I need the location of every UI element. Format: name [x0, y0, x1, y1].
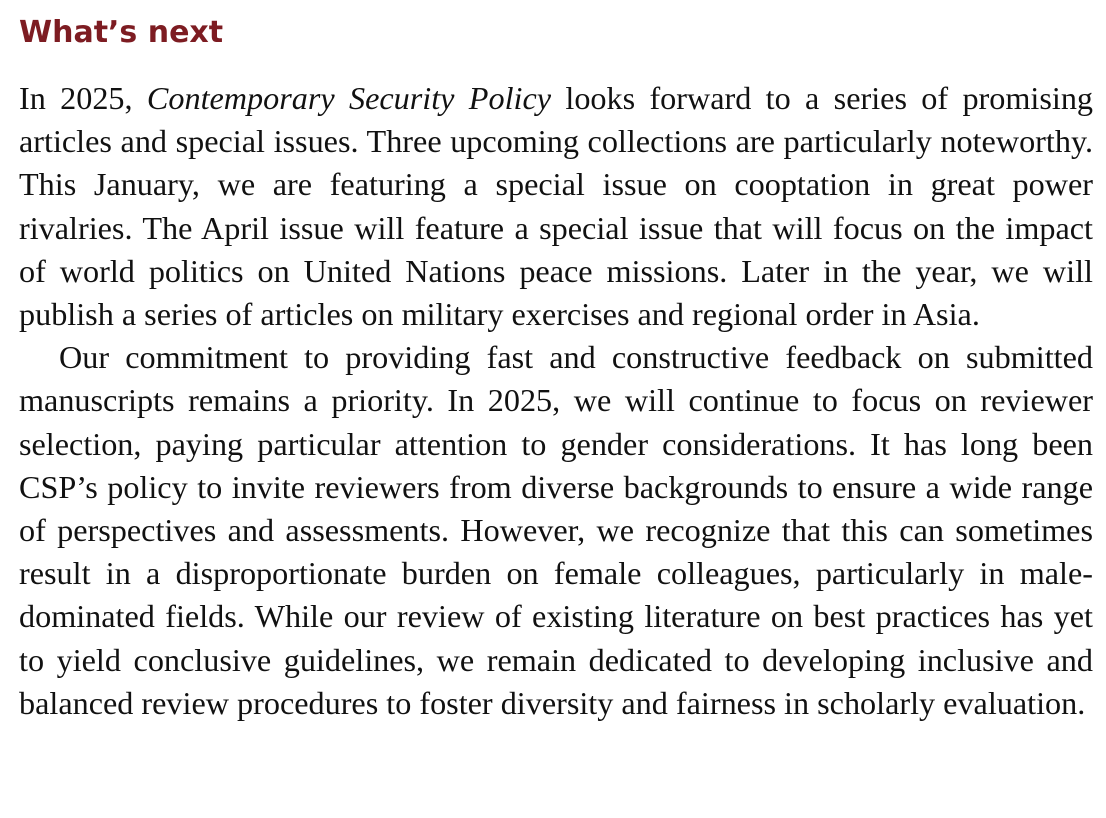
- paragraph-1-rest-text: looks forward to a series of promising articles and special issues. Three upcoming collections are particularly noteworthy. This January, we are featuring a special issue on cooptation in great power rivalries. The April issue will feature a special issue that will focus on the impact of world politics on United Nations peace missions. Later in the year, we will publish a series of articles on military exercises and regional order in Asia.: [19, 80, 1094, 333]
- article-section: [19, 10, 1093, 725]
- paragraph-review-commitment: Our commitment to providing fast and constructive feedback on submitted manuscripts remains a priority. In 2025, we will continue to focus on reviewer selection, paying particular attention to gender considerations. It has long been CSP’s policy to invite reviewers from diverse backgrounds to ensure a wide range of perspectives and assessments. However, we recognize that this can sometimes result in a disproportionate burden on female colleagues, particularly in male-dominated fields. While our review of existing literature on best practices has yet to yield conclusive guidelines, we remain dedicated to developing inclusive and balanced review procedures to foster diversity and fairness in scholarly evaluation.: [19, 339, 1093, 721]
- paragraph-upcoming-issues: [19, 77, 1093, 336]
- journal-title: Contemporary Security Policy: [146, 80, 552, 116]
- section-heading: What’s next: [19, 15, 224, 50]
- paragraph-1-lead-text: In 2025,: [19, 80, 147, 116]
